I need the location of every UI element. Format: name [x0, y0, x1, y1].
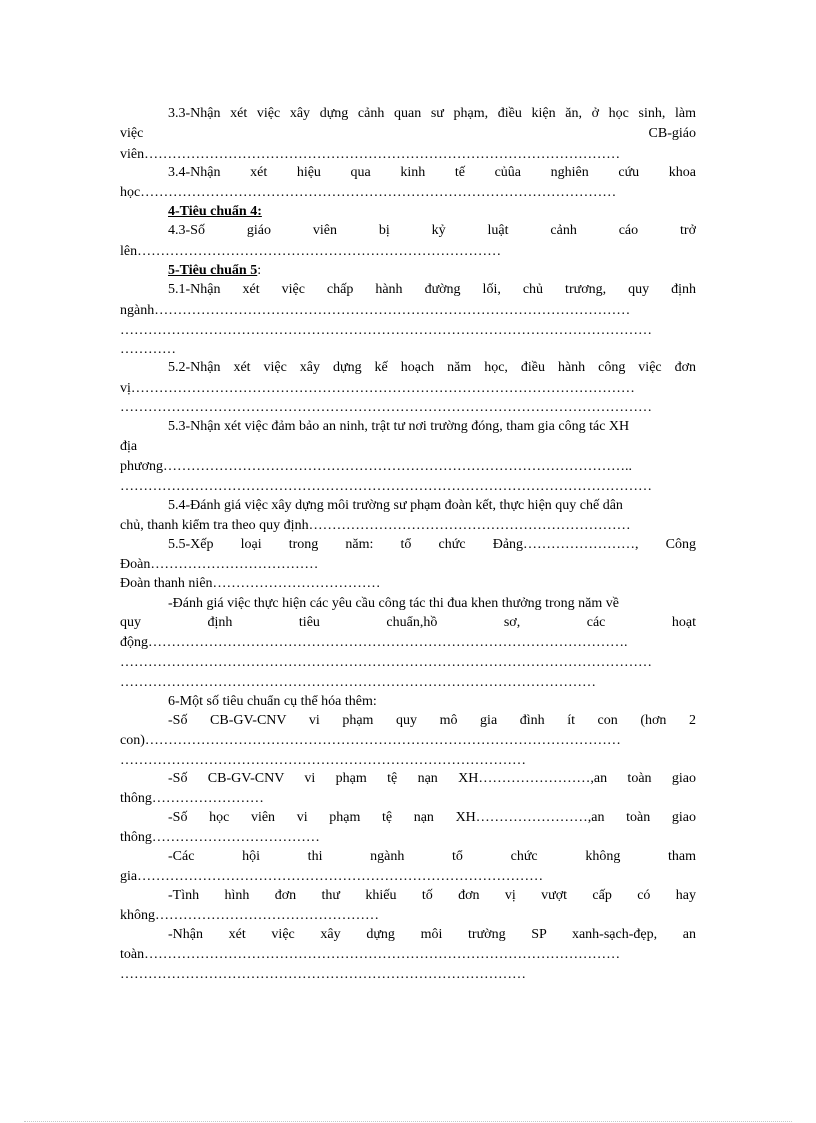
text-line: 3.4-Nhận xét hiệu qua kinh tế củûa nghiên cứu khoa [168, 165, 696, 180]
text-line: 5.2-Nhận xét việc xây dựng kế hoạch năm học, điều hành công việc đơn [168, 360, 696, 375]
section-heading [168, 261, 696, 281]
text-line: lên…………………………………………………………………… [120, 244, 502, 259]
text-line: động…………………………………………………………………………………………. [120, 635, 628, 650]
text-line: 3.3-Nhận xét việc xây dựng cảnh quan sư phạm, điều kiện ăn, ở học sinh, làm [168, 106, 696, 121]
text-line: -Các hội thi ngành tổ chức không tham [168, 849, 696, 864]
text-line: Đoàn thanh niên……………………………… [120, 576, 381, 591]
text-line: 5.1-Nhận xét việc chấp hành đường lối, chủ trương, quy định [168, 282, 696, 297]
text-line: thông…………………… [120, 791, 264, 806]
dotted-line: …………………………………………………………………………………………………… [120, 655, 652, 670]
text-line: phương……………………………………………………………………………………….. [120, 459, 632, 474]
text-line: chủ, thanh kiểm tra theo quy định…………………………………………………………… [120, 518, 631, 533]
dotted-line: ………………………………………………………………………………………… [120, 675, 596, 690]
text-line: học………………………………………………………………………………………… [120, 185, 617, 200]
dotted-line: …………………………………………………………………………… [120, 753, 526, 768]
section-heading-text: 5-Tiêu chuẩn 5 [168, 263, 258, 278]
text-line: -Số CB-GV-CNV vi phạm tệ nạn XH……………………,an toàn giao [168, 771, 696, 786]
text-line: việc CB-giáo [120, 126, 696, 141]
text-line: 5.5-Xếp loại trong năm: tổ chức Đảng……………………, Công [168, 537, 696, 552]
text-line: không………………………………………… [120, 908, 379, 923]
text-line: 5.3-Nhận xét việc đảm bảo an ninh, trật tư nơi trường đóng, tham gia công tác XH [168, 419, 630, 434]
text-line: toàn………………………………………………………………………………………… [120, 947, 621, 962]
text-line: -Số học viên vi phạm tệ nạn XH……………………,an toàn giao [168, 810, 696, 825]
text-line: quy định tiêu chuẩn,hồ sơ, các hoạt [120, 615, 696, 630]
text-line: thông……………………………… [120, 830, 320, 845]
page-bottom-rule [24, 1121, 792, 1122]
text-line: 5.4-Đánh giá việc xây dựng môi trường sư phạm đoàn kết, thực hiện quy chế dân [168, 498, 623, 513]
text-line: con)………………………………………………………………………………………… [120, 733, 621, 748]
section-heading [168, 202, 696, 222]
text-line: gia…………………………………………………………………………… [120, 869, 544, 884]
text-line: -Đánh giá việc thực hiện các yêu cầu công tác thi đua khen thưởng trong năm về [168, 596, 619, 611]
dotted-line: …………………………………………………………………………………………………… [120, 400, 652, 415]
text-line: viên………………………………………………………………………………………… [120, 147, 621, 162]
text-line: 6-Một số tiêu chuẩn cụ thể hóa thêm: [168, 694, 377, 709]
dotted-line: …………………………………………………………………………… [120, 967, 526, 982]
text-line: 4.3-Số giáo viên bị kỷ luật cảnh cáo trở [168, 223, 696, 238]
heading-suffix: : [257, 263, 262, 278]
text-line: -Tình hình đơn thư khiếu tố đơn vị vượt cấp có hay [168, 888, 696, 903]
text-line: -Số CB-GV-CNV vi phạm quy mô gia đình ít con (hơn 2 [168, 713, 696, 728]
dotted-line: …………………………………………………………………………………………………… [120, 323, 652, 338]
text-line: ngành………………………………………………………………………………………… [120, 303, 631, 318]
text-line: vị……………………………………………………………………………………………… [120, 381, 635, 396]
dotted-line: …………………………………………………………………………………………………… [120, 479, 652, 494]
section-heading-text: 4-Tiêu chuẩn 4: [168, 204, 262, 219]
text-line: Đoàn……………………………… [120, 557, 319, 572]
text-line: -Nhận xét việc xây dựng môi trường SP xanh-sạch-đẹp, an [168, 927, 696, 942]
dotted-line: ………… [120, 342, 176, 357]
text-line: địa [120, 439, 138, 454]
